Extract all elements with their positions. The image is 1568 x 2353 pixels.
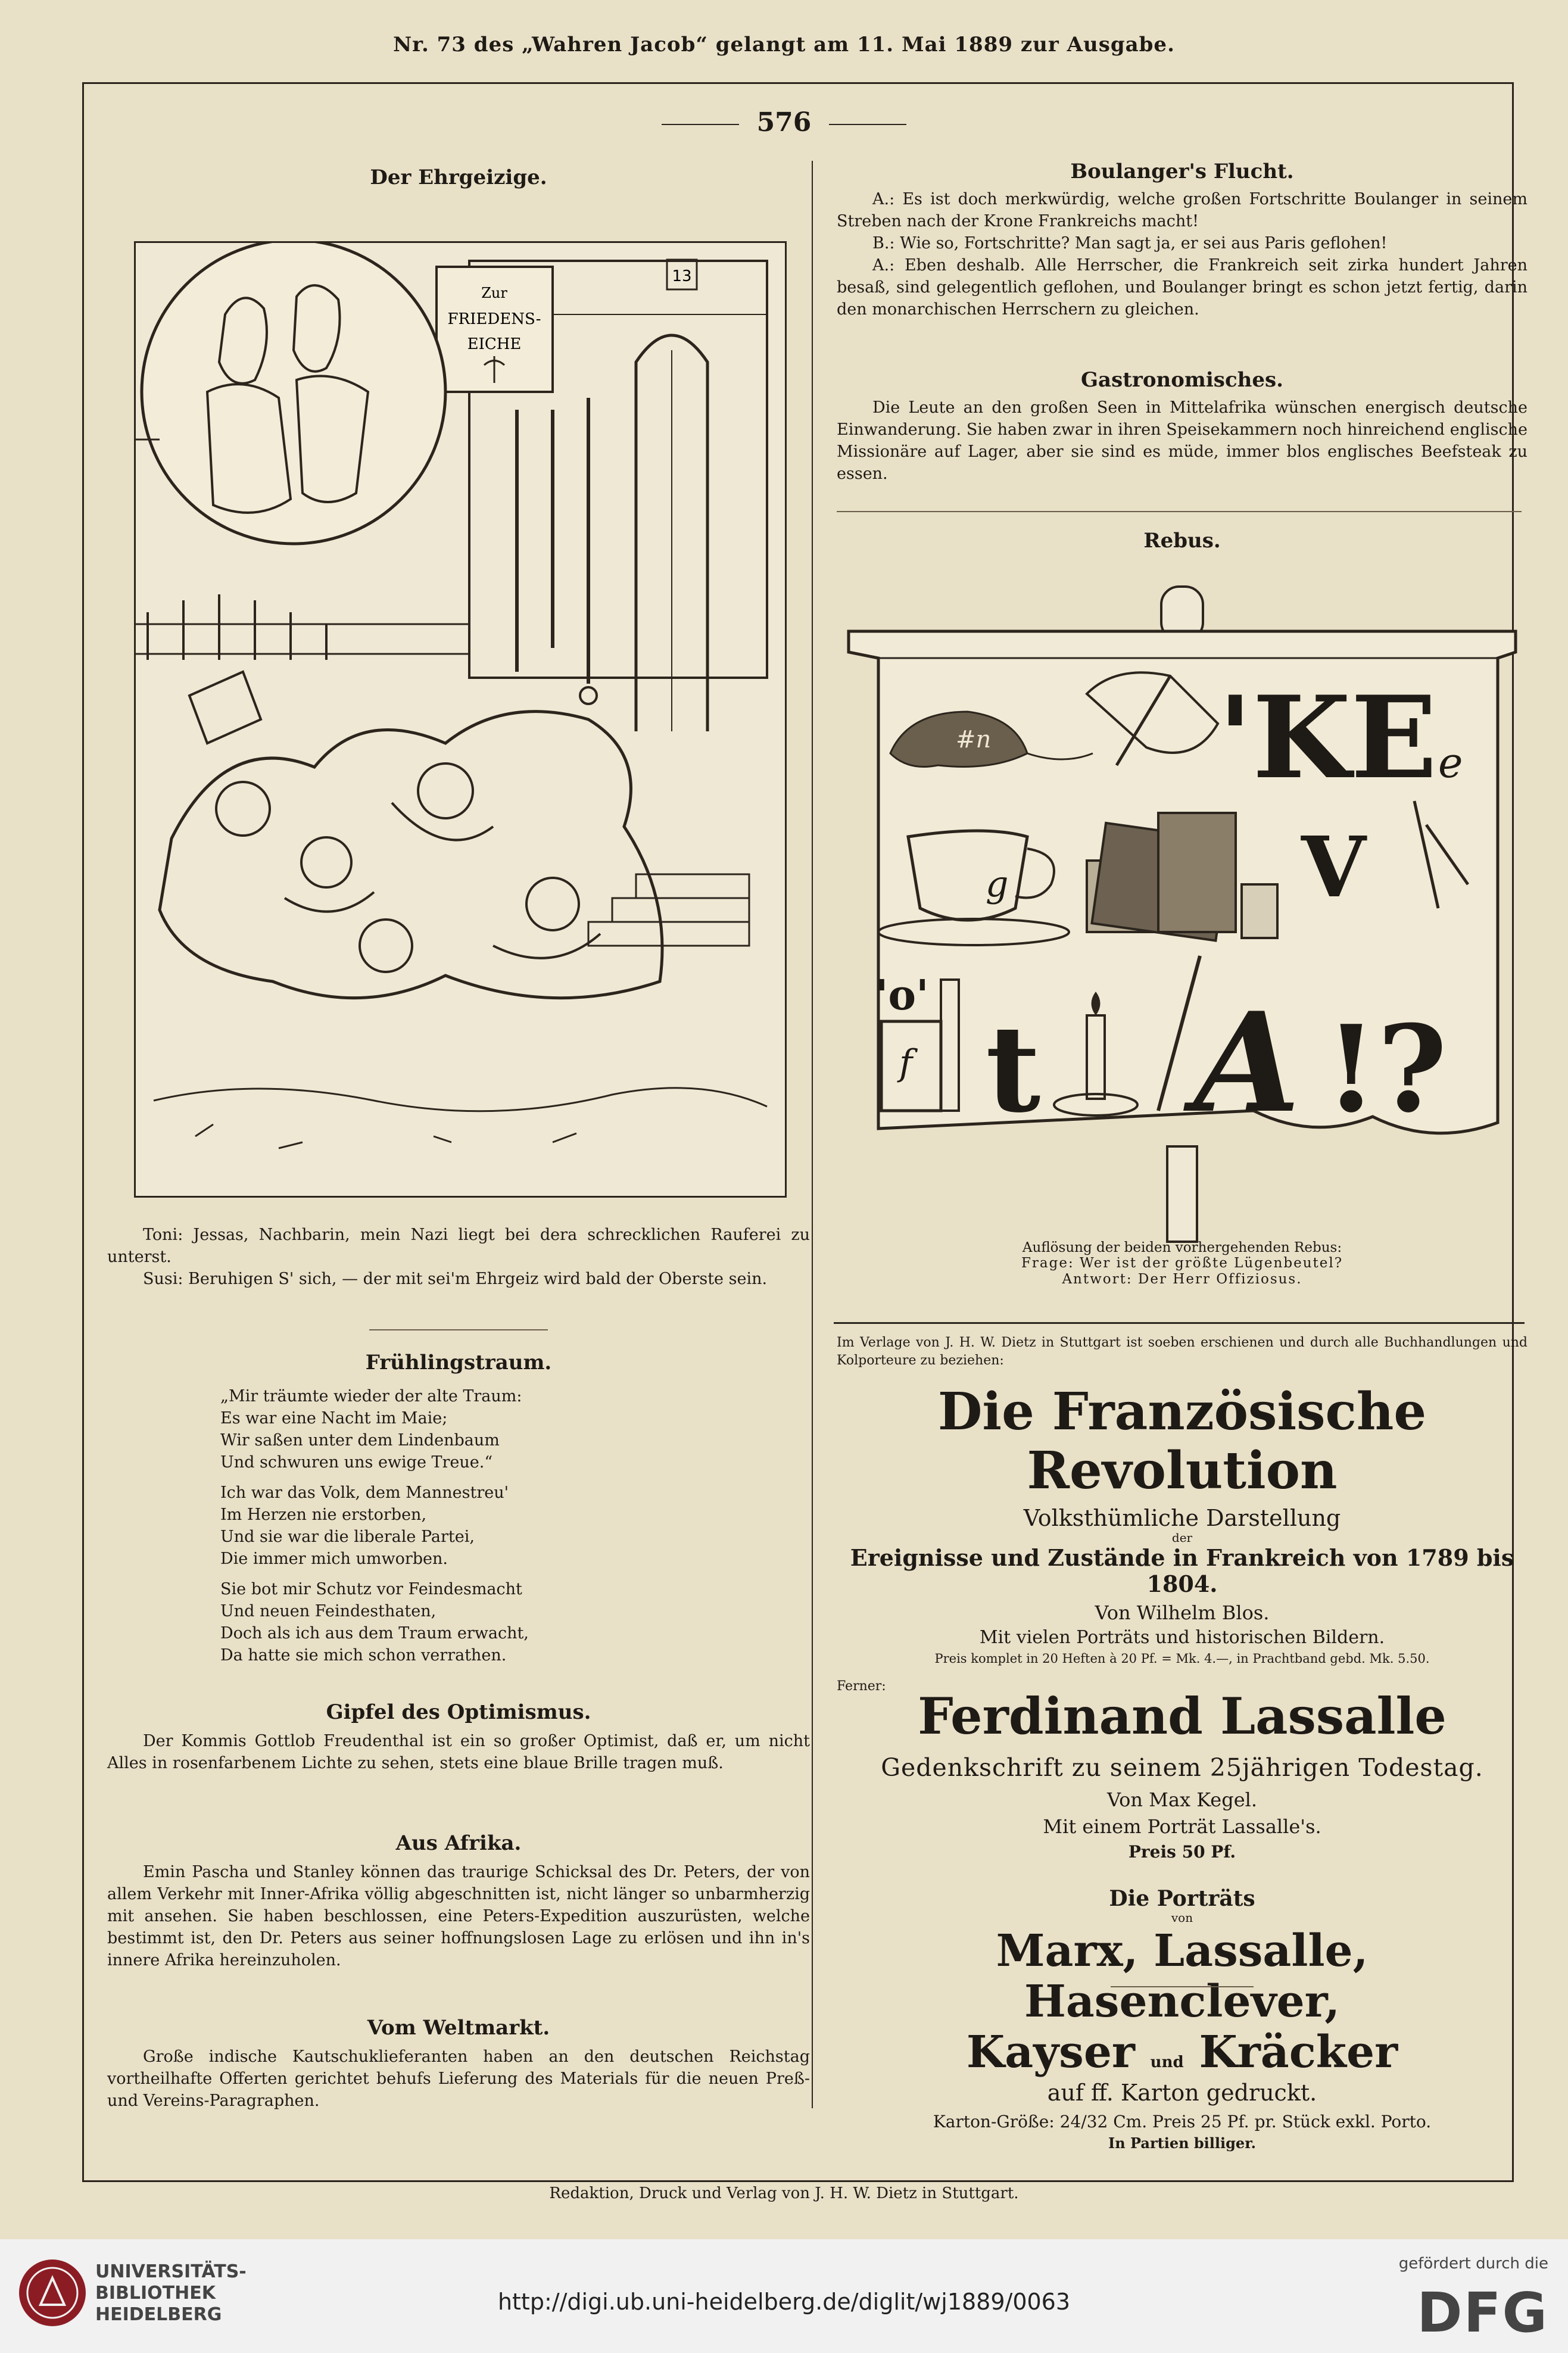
rebus-title: Rebus. (1143, 529, 1221, 553)
boulanger-section (837, 160, 1528, 320)
ad-portraits-kraecker: Kräcker (1199, 2027, 1398, 2078)
rebus-solution-head: Auflösung der beiden vorhergehenden Rebus: (1022, 1240, 1342, 1255)
optimism-text: Der Kommis Gottlob Freudenthal ist ein so großer Optimist, daß er, um nicht Alles in rosenfarbenem Lichte zu sehen, stets eine blaue Brille tragen muß. (107, 1732, 810, 1772)
poem-title: Frühlingstraum. (365, 1351, 552, 1375)
africa-section (107, 1831, 810, 1971)
poem-line: Sie bot mir Schutz vor Feindesmacht (220, 1580, 522, 1598)
ub-line-2: BIBLIOTHEK (95, 2283, 216, 2304)
gastronomy-section (837, 368, 1528, 485)
ad-lassalle (837, 1688, 1528, 1862)
rebus-solution-answer: Antwort: Der Herr Offiziosus. (1062, 1271, 1302, 1287)
title-der-ehrgeizige: Der Ehrgeizige. (370, 166, 547, 189)
rebus-drawing (837, 575, 1528, 1248)
ad-revolution (837, 1383, 1528, 1666)
poem-section (107, 1351, 810, 1666)
poem-line: Und schwuren uns ewige Treue.“ (220, 1453, 493, 1472)
boulanger-dialogue (837, 188, 1528, 320)
poem-line: Und sie war die liberale Partei, (220, 1528, 475, 1546)
separator-rule-ad2 (1111, 1986, 1254, 1987)
ad-portraits-von: von (1171, 1911, 1193, 1925)
poem-line (220, 1570, 810, 1578)
ub-line-3: HEIDELBERG (95, 2304, 222, 2325)
ad-portraits-names1: Marx, Lassalle, Hasenclever, (996, 1925, 1369, 2028)
ad-revolution-title: Die Französische Revolution (937, 1382, 1427, 1501)
ad-revolution-subtitle2: Ereignisse und Zustände in Frankreich von 1789 bis 1804. (850, 1544, 1514, 1598)
ad-lassalle-price: Preis 50 Pf. (1128, 1841, 1236, 1862)
caption-toni: Toni: Jessas, Nachbarin, mein Nazi liegt bei dera schrecklichen Rauferei zu unterst. (107, 1226, 810, 1266)
rebus-v: V (1301, 819, 1366, 917)
ad-portraits (837, 1887, 1528, 2152)
poem-line: „Mir träumte wieder der alte Traum: (220, 1387, 522, 1405)
ad-lassalle-title: Ferdinand Lassalle (918, 1687, 1447, 1746)
boulanger-title: Boulanger's Flucht. (1070, 160, 1294, 183)
rebus-solution (837, 1240, 1528, 1287)
separator-rule (369, 1329, 548, 1330)
advertisement (837, 1334, 1528, 2152)
rebus-e-small: e (1438, 738, 1463, 787)
rebus-title-wrap (837, 529, 1528, 553)
ad-ferner: Ferner: (837, 1679, 886, 1694)
ad-revolution-price: Preis komplet in 20 Heften à 20 Pf. = Mk. 4.—, in Prachtband gebd. Mk. 5.50. (934, 1651, 1430, 1666)
ad-portraits-und: und (1150, 2053, 1184, 2072)
poem-line: Es war eine Nacht im Maie; (220, 1409, 448, 1428)
rebus-t: t (986, 999, 1041, 1139)
column-divider (812, 161, 813, 2108)
ad-portraits-size: Karton-Größe: 24/32 Cm. Preis 25 Pf. pr. Stück exkl. Porto. (933, 2112, 1432, 2132)
rebus-solution-question: Frage: Wer ist der größte Lügenbeutel? (1021, 1255, 1343, 1271)
poem-line: Und neuen Feindesthaten, (220, 1602, 437, 1620)
poem-line: Im Herzen nie erstorben, (220, 1506, 427, 1524)
poem-line: Die immer mich umworben. (220, 1550, 448, 1568)
ad-portraits-bulk: In Partien billiger. (1108, 2134, 1256, 2152)
africa-text: Emin Pascha und Stanley können das traurige Schicksal des Dr. Peters, der von allem Verkehr mit Inner-Afrika völlig abgeschnitten ist, nicht länger so unbarmherzig mit ansehen. Sie haben beschlossen, eine Peters-Expedition auszurüsten, welche bestimmt ist, den Dr. Peters aus seiner hoffnungslosen Lage zu erlösen und ihn in's innere Afrika hereinzuholen. (107, 1863, 810, 1969)
poem-line: Da hatte sie mich schon verrathen. (220, 1646, 507, 1665)
weltmarkt-section (107, 2016, 810, 2112)
ad-revolution-der: der (1171, 1531, 1193, 1545)
ad-lassalle-author: Von Max Kegel. (1106, 1788, 1258, 1812)
optimism-section (107, 1700, 810, 1774)
ad-portraits-names2 (837, 2027, 1528, 2078)
page-number: 576 (0, 107, 1568, 138)
poem-line: Wir saßen unter dem Lindenbaum (220, 1431, 500, 1450)
caption-susi: Susi: Beruhigen S' sich, — der mit sei'm Ehrgeiz wird bald der Oberste sein. (143, 1270, 768, 1288)
rebus-f: f (899, 1042, 913, 1084)
rebus-a: A (1194, 983, 1301, 1143)
issue-header: Nr. 73 des „Wahren Jacob“ gelangt am 11. Mai 1889 zur Ausgabe. (393, 33, 1175, 57)
digital-url-link[interactable]: http://digi.ub.uni-heidelberg.de/diglit/wj1889/0063 (497, 2289, 1071, 2315)
cartoon-caption (107, 1224, 810, 1290)
separator-rule-ad (834, 1322, 1525, 1324)
rebus-exclaim: !? (1325, 999, 1447, 1139)
title-der-ehrgeizige-wrap (107, 166, 810, 189)
rebus-rat-mark: #n (956, 726, 992, 753)
africa-title: Aus Afrika. (395, 1831, 522, 1855)
poem-line: Ich war das Volk, dem Mannestreu' (220, 1484, 509, 1502)
dialogue-line: A.: Eben deshalb. Alle Herrscher, die Frankreich seit zirka hundert Jahren besaß, sind gelegentlich geflohen, und Boulanger bringt es schon jetzt fertig, darin den monarchischen Herrschern zu gleichen. (837, 256, 1528, 319)
dfg-funding-label: gefördert durch die (1398, 2255, 1548, 2273)
ad-revolution-author: Von Wilhelm Blos. (1095, 1601, 1270, 1624)
gastronomy-text: Die Leute an den großen Seen in Mittelafrika wünschen energisch deutsche Einwanderung. Sie haben zwar in ihren Speisekammern noch hinreichend englische Missionäre auf Lager, aber sie sind es müde, immer blos englisches Beefsteak zu essen. (837, 398, 1528, 483)
imprint-footer: Redaktion, Druck und Verlag von J. H. W. Dietz in Stuttgart. (549, 2184, 1019, 2202)
rebus-g: g (986, 864, 1009, 905)
weltmarkt-text: Große indische Kautschuklieferanten haben an den deutschen Reichstag vortheilhafte Offerten gerichtet behufs Lieferung des Materials für die neuen Preß- und Vereins-Paragraphen. (107, 2047, 810, 2110)
poem-body (220, 1385, 810, 1666)
rebus-ke: 'KE (1218, 671, 1438, 804)
sign-text-3: EICHE (467, 335, 522, 353)
ad-lassalle-subtitle: Gedenkschrift zu seinem 25jährigen Todestag. (881, 1753, 1483, 1782)
ub-line-1: UNIVERSITÄTS- (95, 2261, 247, 2282)
poem-line (220, 1473, 810, 1482)
poem-line: Doch als ich aus dem Traum erwacht, (220, 1624, 529, 1643)
ad-revolution-subtitle: Volksthümliche Darstellung (1023, 1504, 1341, 1531)
dfg-logo[interactable]: DFG (1417, 2281, 1548, 2345)
house-number-tag: 13 (672, 267, 692, 285)
weltmarkt-title: Vom Weltmarkt. (367, 2016, 550, 2040)
ad-revolution-illustrations: Mit vielen Porträts und historischen Bildern. (979, 1626, 1385, 1648)
optimism-title: Gipfel des Optimismus. (326, 1700, 591, 1724)
rebus-quote: 'o' (875, 970, 929, 1020)
sign-text-1: Zur (481, 285, 507, 301)
cartoon-illustration (134, 241, 787, 1198)
gastronomy-title: Gastronomisches. (1081, 368, 1283, 392)
separator-rule-right (837, 511, 1522, 512)
sign-text-2: FRIEDENS- (447, 310, 541, 328)
rebus-puzzle (837, 575, 1528, 1248)
cartoon-drawing (136, 243, 785, 1196)
dialogue-line: B.: Wie so, Fortschritte? Man sagt ja, er sei aus Paris geflohen! (872, 234, 1388, 253)
ad-lassalle-portrait: Mit einem Porträt Lassalle's. (1043, 1815, 1321, 1838)
ad-portraits-head: Die Porträts (1109, 1885, 1255, 1911)
ad-portraits-karton: auf ff. Karton gedruckt. (1047, 2080, 1317, 2106)
dialogue-line: A.: Es ist doch merkwürdig, welche großen Fortschritte Boulanger in seinem Streben nach der Krone Frankreichs macht! (837, 190, 1528, 230)
ad-intro: Im Verlage von J. H. W. Dietz in Stuttgart ist soeben erschienen und durch alle Buchhandlungen und Kolporteure zu beziehen: (837, 1335, 1528, 1368)
ad-portraits-kayser: Kayser (966, 2027, 1135, 2078)
